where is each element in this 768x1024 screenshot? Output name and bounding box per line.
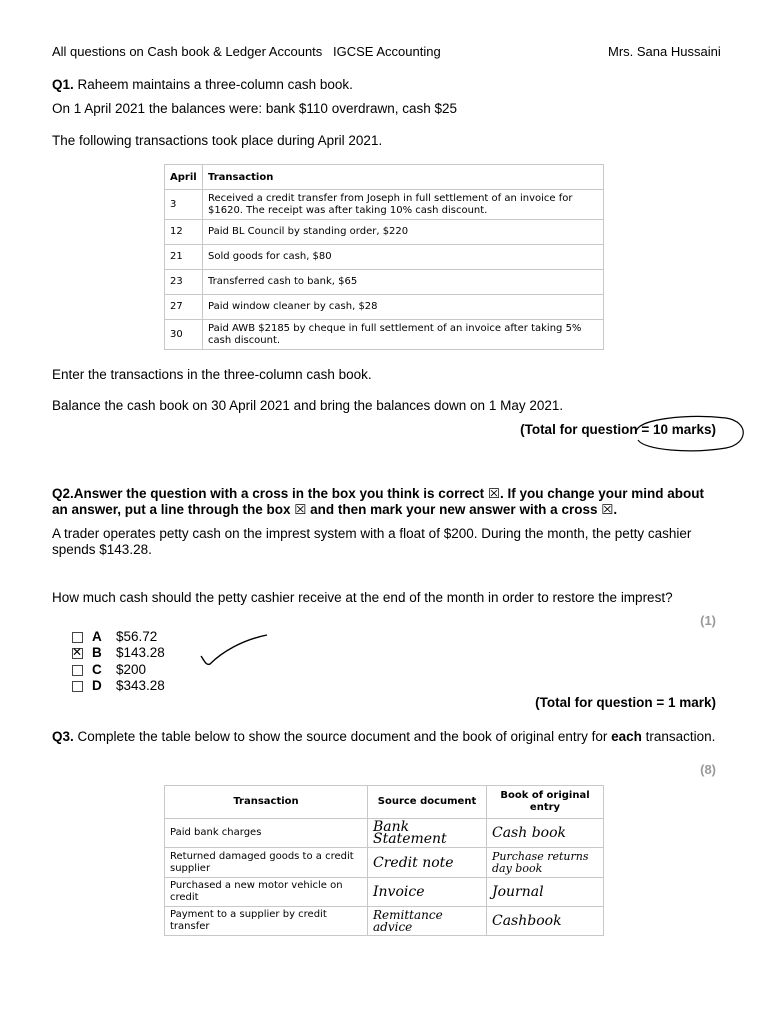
q1-balance: Balance the cash book on 30 April 2021 and bring the balances down on 1 May 2021. <box>52 398 564 413</box>
cell-source-document[interactable]: Remittance advice <box>368 907 487 936</box>
q1-intro: Q1. Raheem maintains a three-column cash book. <box>52 77 353 92</box>
option-value: $56.72 <box>116 629 158 644</box>
cell-date: 21 <box>165 245 203 270</box>
table-header: Source document <box>368 786 487 819</box>
cell-book-of-entry[interactable]: Cash book <box>487 819 604 848</box>
checkbox-icon[interactable] <box>72 665 83 676</box>
table-row <box>165 295 604 320</box>
cell-transaction: Purchased a new motor vehicle on credit <box>165 878 368 907</box>
cell-source-document[interactable]: Bank Statement <box>368 819 487 848</box>
option-d[interactable] <box>72 678 165 694</box>
table-row <box>165 819 604 848</box>
q1-enter: Enter the transactions in the three-column cash book. <box>52 367 372 382</box>
tick-mark-icon <box>198 630 270 670</box>
table-row <box>165 220 604 245</box>
cell-transaction: Payment to a supplier by credit transfer <box>165 907 368 936</box>
q2-total: (Total for question = 1 mark) <box>535 695 716 710</box>
cell-date: 3 <box>165 190 203 220</box>
cell-transaction: Sold goods for cash, $80 <box>203 245 604 270</box>
table-row <box>165 848 604 878</box>
option-letter: D <box>92 678 102 693</box>
header-right: Mrs. Sana Hussaini <box>608 44 721 59</box>
cell-transaction: Paid window cleaner by cash, $28 <box>203 295 604 320</box>
table-row <box>165 320 604 350</box>
q3-text: Q3. Complete the table below to show the source document and the book of original entry for each transaction. <box>52 729 716 744</box>
q2-question: How much cash should the petty cashier receive at the end of the month in order to restore the imprest? <box>52 590 673 605</box>
cell-book-of-entry[interactable]: Cashbook <box>487 907 604 936</box>
header-left: All questions on Cash book & Ledger Accounts <box>52 44 323 59</box>
option-value: $343.28 <box>116 678 165 693</box>
table-header: Transaction <box>165 786 368 819</box>
q2-instruction: Q2.Answer the question with a cross in the box you think is correct ☒. If you change your mind about an answer, put a line through the box ☒ and then mark your new answer with a cross ☒. <box>52 486 704 517</box>
cell-date: 27 <box>165 295 203 320</box>
table-row <box>165 245 604 270</box>
option-c[interactable] <box>72 662 146 678</box>
table-row <box>165 190 604 220</box>
cell-transaction: Paid bank charges <box>165 819 368 848</box>
option-letter: C <box>92 662 102 677</box>
cell-date: 30 <box>165 320 203 350</box>
cell-transaction: Returned damaged goods to a credit supplier <box>165 848 368 878</box>
crossed-checkbox-icon[interactable] <box>72 648 83 659</box>
cell-transaction: Paid AWB $2185 by cheque in full settlement of an invoice after taking 5% cash discount. <box>203 320 604 350</box>
option-letter: A <box>92 629 102 644</box>
header-middle: IGCSE Accounting <box>333 44 441 59</box>
q1-balances: On 1 April 2021 the balances were: bank $110 overdrawn, cash $25 <box>52 101 458 116</box>
q2-marks: (1) <box>700 613 716 628</box>
option-value: $143.28 <box>116 645 165 660</box>
option-a[interactable] <box>72 629 157 645</box>
table-header: Transaction <box>203 165 604 190</box>
table-row <box>165 907 604 936</box>
table-row <box>165 270 604 295</box>
q3-table <box>164 785 604 936</box>
q3-marks: (8) <box>700 762 716 777</box>
circle-annotation-icon <box>630 410 748 456</box>
q2-text: A trader operates petty cash on the imprest system with a float of $200. During the month, the petty cashier spends $143.28. <box>52 526 692 557</box>
cell-book-of-entry[interactable]: Journal <box>487 878 604 907</box>
checkbox-icon[interactable] <box>72 681 83 692</box>
checkbox-icon[interactable] <box>72 632 83 643</box>
option-b[interactable] <box>72 645 165 661</box>
cell-transaction: Paid BL Council by standing order, $220 <box>203 220 604 245</box>
cell-date: 12 <box>165 220 203 245</box>
option-value: $200 <box>116 662 147 677</box>
table-header: Book of original entry <box>487 786 604 819</box>
q1-total: (Total for question = 10 marks) <box>520 422 716 437</box>
cell-book-of-entry[interactable]: Purchase returns day book <box>487 848 604 878</box>
cell-transaction: Transferred cash to bank, $65 <box>203 270 604 295</box>
cell-transaction: Received a credit transfer from Joseph in full settlement of an invoice for $1620. The receipt was after taking 10% cash discount. <box>203 190 604 220</box>
q1-transactions-table <box>164 164 604 350</box>
cell-source-document[interactable]: Invoice <box>368 878 487 907</box>
table-row <box>165 878 604 907</box>
option-letter: B <box>92 645 102 660</box>
table-header: April <box>165 165 203 190</box>
q1-following: The following transactions took place during April 2021. <box>52 133 383 148</box>
cell-date: 23 <box>165 270 203 295</box>
cell-source-document[interactable]: Credit note <box>368 848 487 878</box>
